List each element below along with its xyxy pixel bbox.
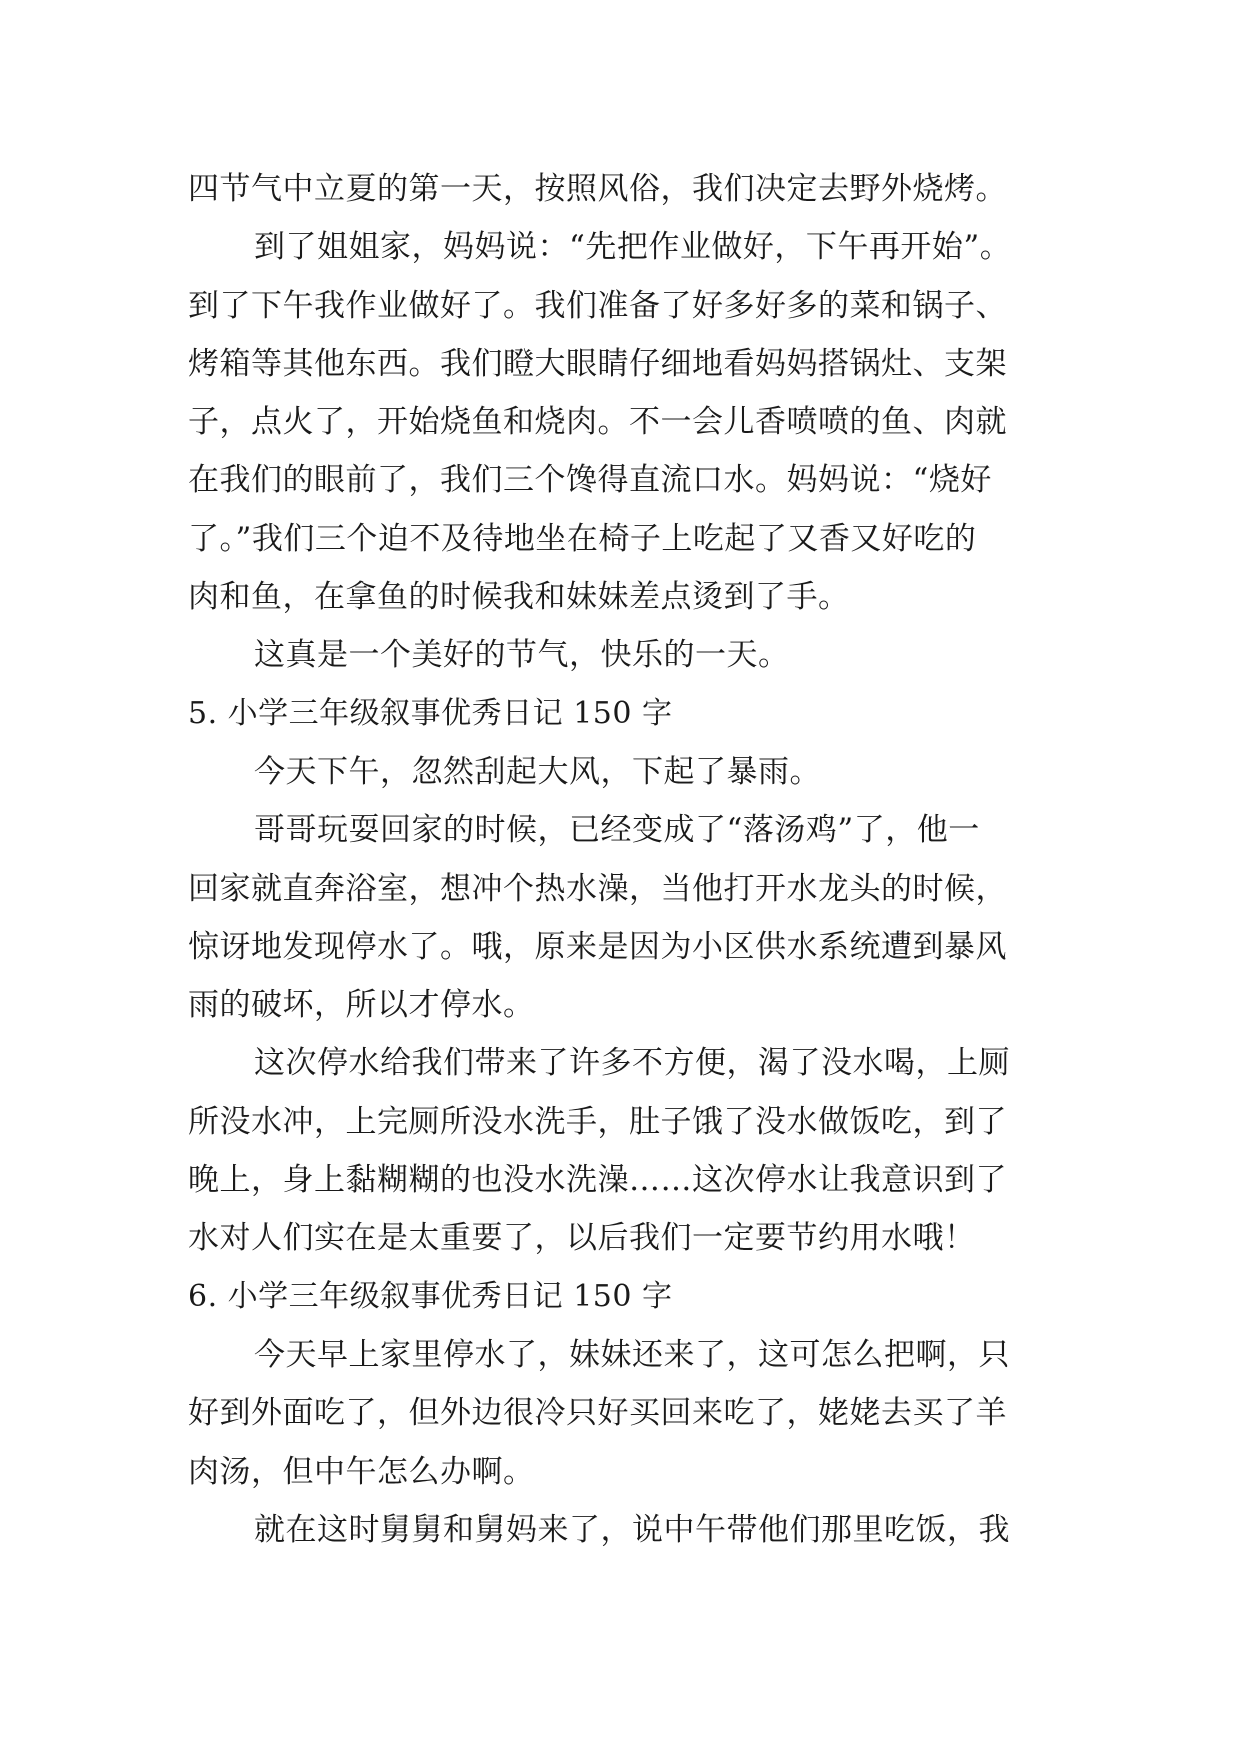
text-line: 在我们的眼前了，我们三个馋得直流口水。妈妈说：“烧好 — [188, 462, 992, 499]
text-line: 晚上，身上黏糊糊的也没水洗澡……这次停水让我意识到了 — [188, 1162, 1007, 1199]
text-line: 到了下午我作业做好了。我们准备了好多好多的菜和锅子、 — [188, 287, 1007, 324]
text-line: 所没水冲，上完厕所没水洗手，肚子饿了没水做饭吃，到了 — [188, 1103, 1007, 1140]
text-line: 今天下午，忽然刮起大风，下起了暴雨。 — [254, 753, 821, 790]
text-line: 了。”我们三个迫不及待地坐在椅子上吃起了又香又好吃的 — [188, 520, 977, 557]
text-line: 四节气中立夏的第一天，按照风俗，我们决定去野外烧烤。 — [188, 171, 1007, 207]
section-heading: 6. 小学三年级叙事优秀日记 150 字 — [188, 1278, 673, 1314]
text-line: 今天早上家里停水了，妹妹还来了，这可怎么把啊，只 — [254, 1336, 1010, 1373]
text-line: 肉和鱼，在拿鱼的时候我和妹妹差点烫到了手。 — [188, 579, 850, 616]
document-page — [188, 160, 1068, 1559]
text-line: 子，点火了，开始烧鱼和烧肉。不一会儿香喷喷的鱼、肉就 — [188, 404, 1007, 441]
text-line: 惊讶地发现停水了。哦，原来是因为小区供水系统遭到暴风 — [188, 928, 1007, 965]
section-heading: 5. 小学三年级叙事优秀日记 150 字 — [188, 695, 673, 731]
text-line: 回家就直奔浴室，想冲个热水澡，当他打开水龙头的时候， — [188, 870, 1007, 907]
text-line: 就在这时舅舅和舅妈来了，说中午带他们那里吃饭，我 — [254, 1511, 1010, 1548]
text-line: 雨的破坏，所以才停水。 — [188, 987, 535, 1024]
text-line: 水对人们实在是太重要了，以后我们一定要节约用水哦！ — [188, 1220, 976, 1257]
text-line: 好到外面吃了，但外边很冷只好买回来吃了，姥姥去买了羊 — [188, 1395, 1007, 1432]
text-line: 到了姐姐家，妈妈说：“先把作业做好，下午再开始”。 — [254, 229, 1012, 266]
text-line: 这真是一个美好的节气，快乐的一天。 — [254, 637, 790, 674]
text-line: 肉汤，但中午怎么办啊。 — [188, 1453, 535, 1490]
text-line: 哥哥玩耍回家的时候，已经变成了“落汤鸡”了，他一 — [254, 812, 980, 849]
text-line: 这次停水给我们带来了许多不方便，渴了没水喝，上厕 — [254, 1045, 1010, 1082]
text-line: 烤箱等其他东西。我们瞪大眼睛仔细地看妈妈搭锅灶、支架 — [188, 345, 1007, 382]
